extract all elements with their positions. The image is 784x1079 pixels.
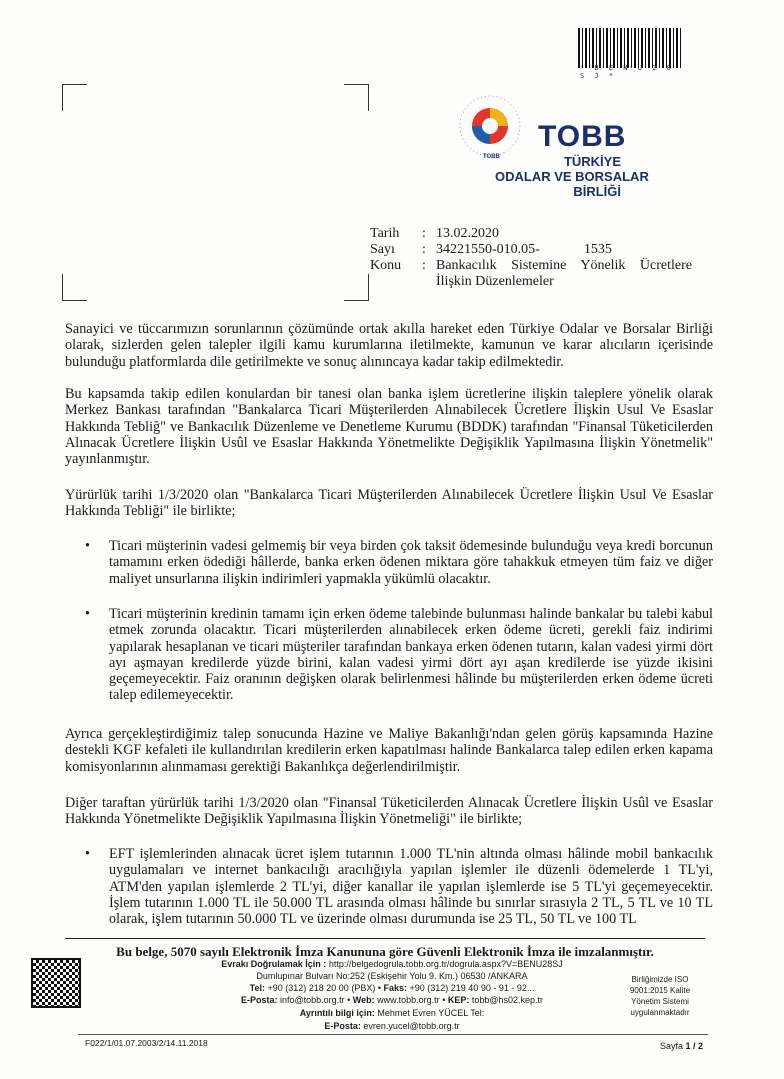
address-frame-top-left — [62, 84, 87, 111]
bullet-icon: • — [85, 538, 90, 554]
address-frame-bottom-right — [344, 274, 369, 301]
number-colon: : — [422, 242, 426, 257]
verify-label: Evrakı Doğrulamak İçin : — [221, 959, 327, 969]
tel-value: +90 (312) 218 20 00 (PBX) — [267, 983, 376, 993]
bullet-icon: • — [85, 606, 90, 622]
phone-line: Tel: +90 (312) 218 20 00 (PBX) • Faks: +90 (312) 219 40 90 - 91 - 92... — [249, 983, 535, 993]
page-label: Sayfa — [660, 1041, 684, 1051]
org-name — [495, 154, 649, 199]
web-link[interactable]: www.tobb.org.tr — [377, 995, 440, 1005]
barcode-text: * B E N U 2 8 S J * — [580, 64, 674, 80]
address-frame-top-right — [344, 84, 369, 111]
iso-notice: Birliğimizde ISO 9001:2015 Kalite Yönetim Sistemi uygulanmaktadır — [629, 975, 691, 1017]
logo-small-text: TOBB — [483, 154, 500, 160]
list-item-text: Ticari müşterinin kredinin tamamı için erken ödeme talebinde bulunması halinde bankalar bu talebi kabul etmek zorunda olacaktır. Ticari müşterilerden alınabilecek erken ödeme ücreti, gerekli faiz indirimi yapılarak hesaplanan ve ticari müşteriler tarafından bankaya erken ödenen tutarın, kalan vadesi yirmi dört ayı aşmayan kredilerde yüzde birini, kalan vadesi yirmi dört ayı aşan kredilerde ise yüzde ikisini geçemeyecektir. Faiz oranının değişken olarak belirlenmesi hâlinde bu müşterilerden erken ödeme ücreti talep edilemeyecektir. — [109, 606, 713, 704]
number-label: Sayı — [370, 242, 395, 257]
list-item — [85, 606, 713, 704]
email-label: E-Posta: — [240, 995, 278, 1005]
fax-value: +90 (312) 219 40 90 - 91 - 92... — [409, 983, 535, 993]
web-label: Web: — [352, 995, 375, 1005]
verify-link[interactable]: http://belgedogrula.tobb.org.tr/dogrula.aspx?V=BENU28SJ — [328, 959, 563, 969]
kep-value: tobb@hs02.kep.tr — [471, 995, 544, 1005]
number-main: 34221550-010.05- — [436, 242, 540, 257]
org-name-line3: BİRLİĞİ — [573, 184, 621, 199]
tel-label: Tel: — [249, 983, 265, 993]
subject-value: Bankacılık Sistemine Yönelik Ücretlere İlişkin Düzenlemeler — [436, 258, 692, 289]
date-value: 13.02.2020 — [436, 226, 499, 241]
paragraph-regulation: Diğer taraftan yürürlük tarihi 1/3/2020 olan "Finansal Tüketicilerden Alınacak Ücretlere İlişkin Usûl ve Esaslar Hakkında Yönetmelikte Değişiklik Yapılmasına İlişkin Yönetmeliği" ile birlikte; — [65, 795, 713, 828]
footer-divider — [65, 938, 705, 939]
org-name-line2: ODALAR VE BORSALAR — [495, 169, 649, 184]
barcode — [578, 28, 682, 68]
bullet-icon: • — [85, 846, 90, 862]
contact-line: E-Posta: info@tobb.org.tr • Web: www.tobb.org.tr • KEP: tobb@hs02.kep.tr — [240, 995, 544, 1005]
bottom-divider — [78, 1034, 708, 1035]
paragraph-kgf: Ayrıca gerçekleştirdiğimiz talep sonucunda Hazine ve Maliye Bakanlığı'ndan gelen görüş kapsamında Hazine destekli KGF kefaleti ile kullandırılan kredilerin erken kapatılması halinde Bankalarca talep edilen erken kapama komisyonlarının alınmaması gerektiği Bakanlıkça değerlendirilmiştir. — [65, 726, 713, 775]
org-name-line1: TÜRKİYE — [563, 154, 621, 169]
number-value — [436, 242, 692, 258]
address-frame-bottom-left — [62, 274, 87, 301]
paragraph-scope: Bu kapsamda takip edilen konulardan bir tanesi olan banka işlem ücretlerine ilişkin taleplere yönelik olarak Merkez Bankası tarafından "Bankalarca Ticari Müşterilerden Alınabilecek Ücretlere İlişkin Usul Ve Esaslar Hakkında Tebliğ" ve Bankacılık Düzenleme ve Denetleme Kurumu (BDDK) tarafından "Finansal Tüketicilerden Alınacak Ücretlere İlişkin Usûl ve Esaslar Hakkında Yönetmelikte Değişiklik Yapılmasına İlişkin Yönetmelik" yayınlanmıştır. — [65, 386, 713, 468]
info-label: Ayrıntılı bilgi için: — [299, 1008, 375, 1018]
page-value: 1 / 2 — [685, 1041, 704, 1051]
date-colon: : — [422, 226, 426, 241]
org-acronym: TOBB — [538, 120, 627, 153]
address-line: Dumlupınar Bulvarı No:252 (Eskişehir Yolu 9. Km.) 06530 /ANKARA — [256, 971, 528, 981]
email-link[interactable]: info@tobb.org.tr — [279, 995, 345, 1005]
paragraph-communique: Yürürlük tarihi 1/3/2020 olan "Bankalarca Ticari Müşterilerden Alınabilecek Ücretlere İlişkin Usul Ve Esaslar Hakkında Tebliği" ile birlikte; — [65, 487, 713, 520]
info-email-label: E-Posta: — [324, 1021, 361, 1031]
date-label: Tarih — [370, 226, 400, 241]
document-meta — [370, 226, 692, 290]
list-item-text: Ticari müşterinin vadesi gelmemiş bir veya birden çok taksit ödemesinde bulunduğu veya kredi borcunun tamamını erken ödediği hâllerde, banka erken ödenen miktara göre tahakkuk etmeyen tüm faiz ve diğer maliyet unsurlarına ilişkin indirimleri yapmakla yükümlü olacaktır. — [109, 538, 713, 587]
info-value: Mehmet Evren YÜCEL Tel: — [377, 1008, 485, 1018]
kep-label: KEP: — [447, 995, 470, 1005]
form-number: F022/1/01.07.2003/2/14.11.2018 — [85, 1038, 208, 1048]
info-email-link[interactable]: evren.yucel@tobb.org.tr — [363, 1021, 460, 1031]
list-item — [85, 538, 713, 587]
subject-colon: : — [422, 258, 426, 273]
fax-label: Faks: — [383, 983, 407, 993]
e-signature-notice: Bu belge, 5070 sayılı Elektronik İmza Kanununa göre Güvenli Elektronik İmza ile imzalanmıştır. — [116, 944, 654, 959]
subject-label: Konu — [370, 258, 402, 273]
list-item — [85, 846, 713, 927]
number-suffix: 1535 — [583, 242, 612, 257]
page-number — [660, 1041, 703, 1051]
info-email-line — [0, 1021, 784, 1032]
paragraph-intro: Sanayici ve tüccarımızın sorunlarının çözümünde ortak akılla hareket eden Türkiye Odalar ve Borsalar Birliği olarak, sizlerden gelen talepler ilgili kamu kurumlarına iletilmekte, kamunun ve karar alıcıların içerisinde bulunduğu platformlarda dile getirilmekte ve sonuç alınıncaya kadar takip edilmektedir. — [65, 321, 713, 370]
verify-line — [0, 959, 784, 970]
list-item-text: EFT işlemlerinden alınacak ücret işlem tutarının 1.000 TL'nin altında olması hâlinde mobil bankacılık uygulamaları ve internet bankacılığı aracılığıyla yapılan işlemler ile düzenli ödemelerde 1 TL'yi, ATM'den yapılan işlemlerde 2 TL'yi, diğer kanallar ile yapılan işlemlerde ise 5 TL'yi geçemeyecektir. İşlem tutarının 1.000 TL ile 50.000 TL arasında olması hâlinde bu sınırlar sırasıyla 2 TL, 5 TL ve 10 TL olarak, işlem tutarının 50.000 TL ve üzerinde olması durumunda ise 25 TL, 50 TL ve 100 TL — [109, 846, 713, 928]
